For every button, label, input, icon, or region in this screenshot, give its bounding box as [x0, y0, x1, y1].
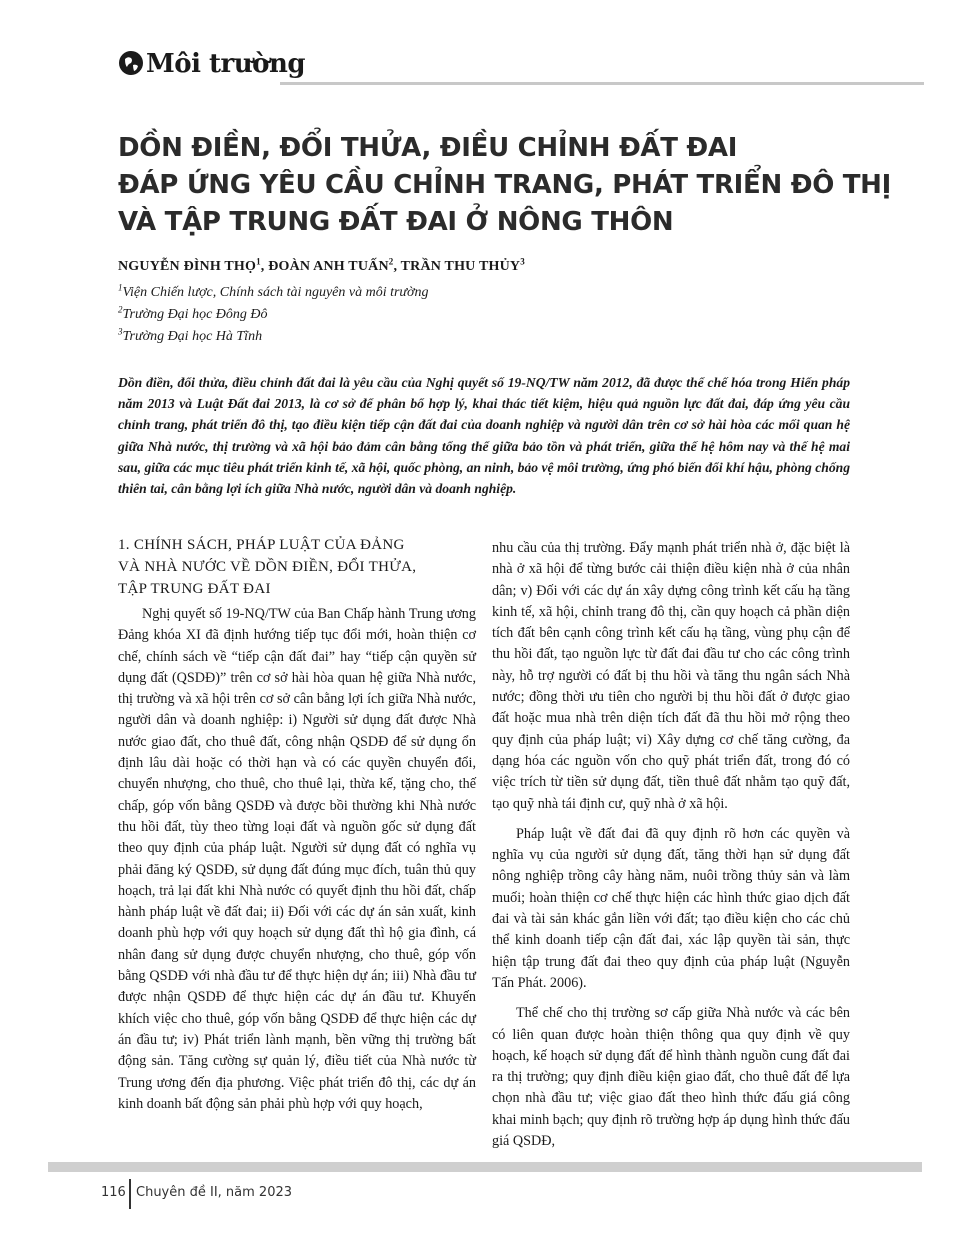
body-paragraph: nhu cầu của thị trường. Đẩy mạnh phát triển nhà ở, đặc biệt là nhà ở xã hội để từng bước cải thiện điều kiện nhà ở của nhân dân; v) Đối với các dự án xây dựng công trình kết cấu hạ tầng kinh tế, xã hội, chỉnh trang đô thị, cần quy hoạch cả phần diện tích đất bên cạnh công trình kết cấu hạ tầng, vùng phụ cận để thu hồi đất, tạo nguồn lực từ đất đai đầu tư cho các công trình này, hỗ trợ người có đất bị thu hồi và tăng thu ngân sách Nhà nước; đồng thời ưu tiên cho người bị thu hồi đất ở được giao đất hoặc mua nhà trên diện tích đất đã thu hồi mở rộng theo quy định của pháp luật; vi) Xây dựng cơ chế tăng cường, đa dạng hóa các nguồn vốn cho quỹ phát triển đất, trong đó có việc trích từ tiền sử dụng đất, tiền thuê đất nhằm tạo quỹ đất, tạo quỹ nhà tái định cư, quỹ nhà ở xã hội.: [492, 540, 850, 812]
author-list: [118, 256, 525, 275]
abstract: Dồn điền, đổi thửa, điều chỉnh đất đai là yêu cầu của Nghị quyết số 19-NQ/TW năm 2012, đã được thể chế hóa trong Hiến pháp năm 2013 và Luật Đất đai 2013, là cơ sở để phân bổ hợp lý, khai thác tiết kiệm, hiệu quả nguồn lực đất đai, đáp ứng yêu cầu chỉnh trang, phát triển đô thị, tạo điều kiện tiếp cận đất đai của doanh nghiệp và người dân trên cơ sở hài hòa các mối quan hệ giữa Nhà nước, thị trường và xã hội bảo đảm cân bằng tổng thể giữa bảo tồn và phát triển, giữa thế hệ hôm nay và thế hệ mai sau, giữa các mục tiêu phát triển kinh tế, xã hội, quốc phòng, an ninh, bảo vệ môi trường, ứng phó biến đổi khí hậu, phòng chống thiên tai, cân bằng lợi ích giữa Nhà nước, người dân và doanh nghiệp.: [118, 375, 850, 497]
right-column: [492, 538, 850, 1152]
header-rule: [280, 82, 924, 85]
body-paragraph: Thể chế cho thị trường sơ cấp giữa Nhà nước và các bên có liên quan được hoàn thiện thông qua quy định về quy hoạch, kế hoạch sử dụng đất để hình thành nguồn cung đất đai ra thị trường; quy định điều kiện giao đất, cho thuê đất để lựa chọn nhà đầu tư; việc giao đất theo hình thức đấu giá công khai minh bạch; quy định rõ trường hợp áp dụng hình thức đấu giá QSDĐ,: [492, 1005, 850, 1150]
page-number: 116: [101, 1185, 126, 1200]
issue-label: Chuyên đề II, năm 2023: [136, 1185, 293, 1200]
author-sup: 2: [388, 256, 394, 267]
heading-line: 1. CHÍNH SÁCH, PHÁP LUẬT CỦA ĐẢNG: [118, 537, 405, 553]
heading-line: VÀ NHÀ NƯỚC VỀ DỒN ĐIỀN, ĐỔI THỬA,: [118, 559, 417, 575]
affiliation: [118, 282, 429, 301]
affiliation: [118, 326, 263, 345]
author-sep: ,: [393, 259, 401, 274]
author-sep: ,: [260, 259, 269, 274]
section-header: [118, 46, 924, 90]
section-heading: [118, 534, 476, 600]
title-line: ĐÁP ỨNG YÊU CẦU CHỈNH TRANG, PHÁT TRIỂN ĐÔ THỊ: [118, 170, 892, 200]
heading-line: TẬP TRUNG ĐẤT ĐAI: [118, 581, 271, 597]
affiliation: [118, 304, 268, 323]
affiliation-sup: 2: [118, 304, 123, 315]
author-name: ĐOÀN ANH TUẤN: [268, 259, 389, 274]
author-name: NGUYỄN ĐÌNH THỌ: [118, 259, 257, 274]
globe-icon: [118, 50, 144, 76]
footer-bar: [48, 1162, 922, 1172]
affiliation-text: Viện Chiến lược, Chính sách tài nguyên và môi trường: [122, 285, 429, 300]
affiliation-text: Trường Đại học Hà Tĩnh: [122, 329, 263, 344]
affiliation-text: Trường Đại học Đông Đô: [122, 307, 268, 322]
left-column: [118, 534, 476, 1115]
author-name: TRẦN THU THỦY: [400, 259, 521, 274]
article-title: [118, 130, 892, 241]
title-line: DỒN ĐIỀN, ĐỔI THỬA, ĐIỀU CHỈNH ĐẤT ĐAI: [118, 133, 738, 163]
author-sup: 1: [256, 256, 261, 267]
body-paragraph: Pháp luật về đất đai đã quy định rõ hơn các quyền và nghĩa vụ của người sử dụng đất, tăng thời hạn sử dụng đất nông nghiệp trồng cây hàng năm, nuôi trồng thủy sản và làm muối; hoàn thiện cơ chế thực hiện các hình thức giao dịch đất đai và tài sản khác gắn liền với đất; tạo điều kiện cho các chủ thể kinh doanh tiếp cận đất đai, xác lập quyền tài sản, thực hiện tập trung đất đai theo quy định của pháp luật (Nguyễn Tấn Phát. 2006).: [492, 825, 850, 991]
section-title: Môi trường: [146, 49, 306, 79]
footer-divider: [129, 1179, 131, 1209]
affiliation-sup: 1: [118, 282, 123, 293]
title-line: VÀ TẬP TRUNG ĐẤT ĐAI Ở NÔNG THÔN: [118, 207, 674, 237]
affiliation-sup: 3: [118, 326, 123, 337]
author-sup: 3: [520, 256, 525, 267]
body-paragraph: Nghị quyết số 19-NQ/TW của Ban Chấp hành Trung ương Đảng khóa XI đã định hướng tiếp tục đổi mới, hoàn thiện cơ chế, chính sách về “tiếp cận đất đai” hay “tiếp cận quyền sử dụng đất (QSDĐ)” trên cơ sở hài hòa quan hệ giữa Nhà nước, thị trường và xã hội trên cơ sở cân bằng lợi ích giữa Nhà nước, người dân và doanh nghiệp: i) Người sử dụng đất được Nhà nước giao đất, cho thuê đất, công nhận QSDĐ để sử dụng ổn định lâu dài hoặc có thời hạn và có các quyền chuyển đổi, chuyển nhượng, cho thuê, cho thuê lại, thừa kế, tặng cho, thế chấp, góp vốn bằng QSDĐ và được bồi thường khi Nhà nước thu hồi đất, tùy theo từng loại đất và nguồn gốc sử dụng đất theo quy định của pháp luật. Người sử dụng đất có nghĩa vụ phải đăng ký QSDĐ, sử dụng đất đúng mục đích, tuân thủ quy hoạch, trả lại đất khi Nhà nước có quyết định thu hồi đất, chấp hành pháp luật về đất đai; ii) Đối với các dự án sản xuất, kinh doanh phù hợp với quy hoạch sử dụng đất thì hộ gia đình, cá nhân đang sử dụng được chuyển nhượng, cho thuê, góp vốn bằng QSDĐ với nhà đầu tư để thực hiện dự án; iii) Nhà đầu tư được nhận QSDĐ để thực hiện các dự án đầu tư. Khuyến khích việc cho thuê, góp vốn bằng QSDĐ để thực hiện các dự án đầu tư; iv) Phát triển lành mạnh, bền vững thị trường bất động sản. Tăng cường sự quản lý, điều tiết của Nhà nước từ Trung ương đến địa phương. Việc phát triển đô thị, các dự án kinh doanh bất động sản phải phù hợp với quy hoạch,: [118, 606, 476, 1112]
